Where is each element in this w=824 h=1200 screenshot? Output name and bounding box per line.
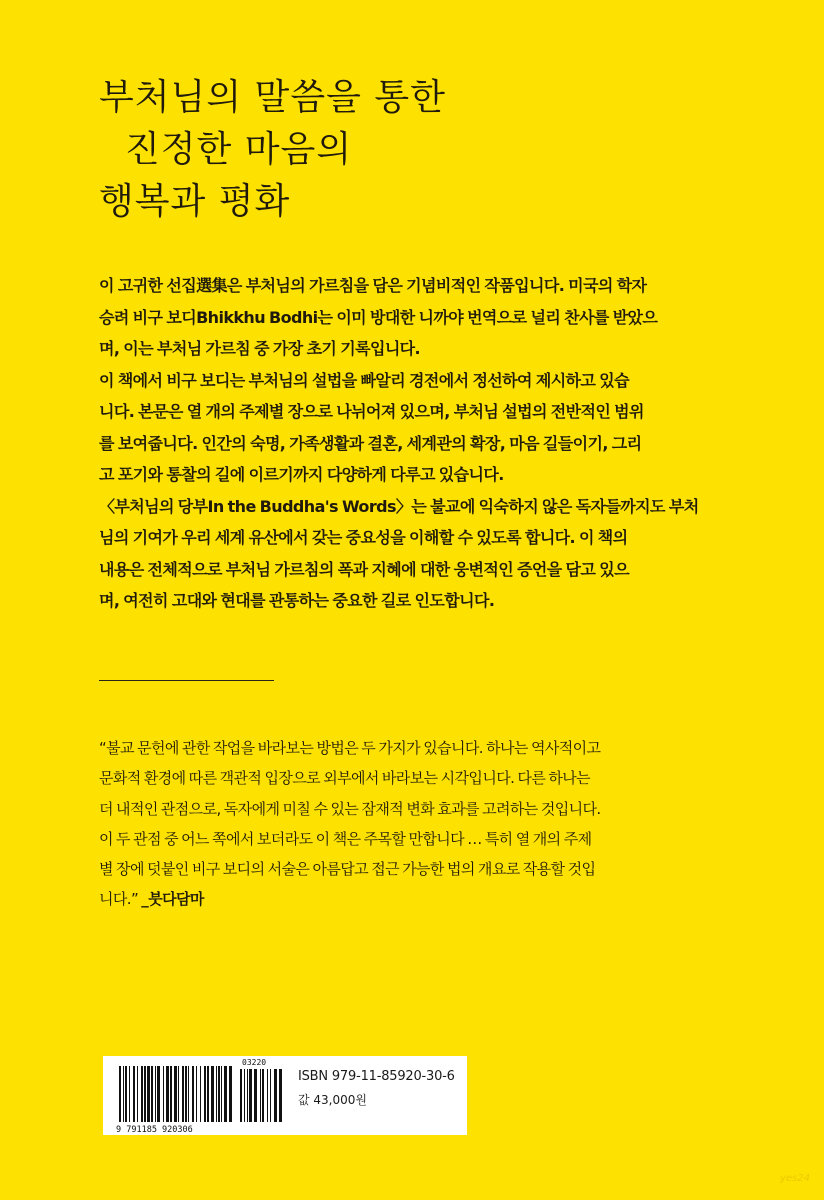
isbn-number: ISBN 979-11-85920-30-6 xyxy=(298,1069,455,1084)
barcode-bar xyxy=(247,1069,248,1122)
intro-line: 며, 여전히 고대와 현대를 관통하는 중요한 길로 인도합니다. xyxy=(99,591,495,610)
barcode-bar xyxy=(125,1066,127,1122)
barcode-bar xyxy=(229,1066,232,1122)
title-line-2: 진정한 마음의 xyxy=(125,129,353,170)
barcode-bar xyxy=(244,1069,245,1122)
quote-line: 이 두 관점 중 어느 쪽에서 보더라도 이 책은 주목할 만합니다 … 특히 열 개의 주제 xyxy=(99,829,592,848)
barcode-bar xyxy=(129,1066,130,1122)
intro-line: 님의 기여가 우리 세계 유산에서 갖는 중요성을 이해할 수 있도록 합니다. 이 책의 xyxy=(99,528,628,547)
barcode-bar xyxy=(137,1066,138,1122)
barcode-graphic xyxy=(103,1056,293,1135)
barcode-bar xyxy=(274,1069,277,1122)
barcode-bar xyxy=(221,1066,222,1122)
barcode-bar xyxy=(144,1066,146,1122)
barcode-bar xyxy=(249,1069,252,1122)
intro-line: 이 책에서 비구 보디는 부처님의 설법을 빠알리 경전에서 정선하여 제시하고 있습 xyxy=(99,370,629,390)
quote-line: 별 장에 덧붙인 비구 보디의 서술은 아름답고 접근 가능한 법의 개요로 작용할 것입 xyxy=(99,860,596,879)
quote-line: “불교 문헌에 관한 작업을 바라보는 방법은 두 가지가 있습니다. 하나는 역사적이고 xyxy=(99,739,601,757)
endorsement-quote xyxy=(99,733,723,915)
barcode-bar xyxy=(178,1066,179,1122)
barcode-bar xyxy=(204,1066,206,1122)
barcode-bar xyxy=(262,1069,264,1122)
barcode-bar xyxy=(240,1069,242,1122)
barcode-bar xyxy=(163,1066,164,1122)
barcode-bar xyxy=(254,1069,257,1122)
watermark: yes24 xyxy=(779,1173,810,1184)
barcode-bar xyxy=(200,1066,201,1122)
quote-last-line xyxy=(99,884,723,914)
barcode-addon-digits: 03220 xyxy=(242,1058,267,1067)
isbn-barcode-panel xyxy=(103,1056,467,1135)
intro-line: 내용은 전체적으로 부처님 가르침의 폭과 지혜에 대한 웅변적인 증언을 담고 있으 xyxy=(99,559,629,579)
barcode-bar xyxy=(133,1066,135,1122)
intro-line: 고 포기와 통찰의 길에 이르기까지 다양하게 다루고 있습니다. xyxy=(99,465,504,484)
barcode-bar xyxy=(192,1066,194,1122)
title-line-3: 행복과 평화 xyxy=(99,181,291,222)
quote-line: 문화적 환경에 따른 객관적 입장으로 외부에서 바라보는 시각입니다. 다른 하나는 xyxy=(99,769,591,788)
barcode-bar xyxy=(279,1069,282,1122)
barcode-bar xyxy=(224,1066,227,1122)
barcode-bar xyxy=(151,1066,153,1122)
barcode-bar xyxy=(185,1066,187,1122)
barcode-bar xyxy=(182,1066,184,1122)
barcode-bar xyxy=(170,1066,172,1122)
barcode-bar xyxy=(270,1069,271,1122)
barcode-bar xyxy=(147,1066,150,1122)
intro-line: 〈부처님의 당부In the Buddha's Words〉는 불교에 익숙하지 않은 독자들까지도 부처 xyxy=(99,496,699,516)
quote-attribution: _붓다담마 xyxy=(141,890,204,909)
intro-paragraph xyxy=(99,270,723,617)
quote-line-end: 니다.” xyxy=(99,890,139,909)
barcode-bar xyxy=(119,1066,121,1122)
barcode-digits: 9 791185 920306 xyxy=(116,1125,193,1135)
barcode-bar xyxy=(207,1066,209,1122)
intro-line: 를 보여줍니다. 인간의 숙명, 가족생활과 결혼, 세계관의 확장, 마음 길들이기, 그리 xyxy=(99,433,642,453)
barcode-bar xyxy=(166,1066,169,1122)
barcode-bar xyxy=(216,1066,217,1122)
title-line-1: 부처님의 말씀을 통한 xyxy=(99,77,446,118)
quote-line: 더 내적인 관점으로, 독자에게 미칠 수 있는 잠재적 변화 효과를 고려하는 것입니다. xyxy=(99,799,601,818)
barcode-bar xyxy=(267,1069,268,1122)
barcode-bar xyxy=(218,1066,220,1122)
price: 값 43,000원 xyxy=(298,1093,367,1107)
barcode-bar xyxy=(196,1066,197,1122)
barcode-bar xyxy=(141,1066,143,1122)
intro-line: 며, 이는 부처님 가르침 중 가장 초기 기록입니다. xyxy=(99,339,421,358)
barcode-bar xyxy=(260,1069,261,1122)
barcode-bar xyxy=(157,1066,160,1122)
intro-line: 승려 비구 보디Bhikkhu Bodhi는 이미 방대한 니까야 번역으로 널리 찬사를 받았으 xyxy=(99,307,658,327)
barcode-bar xyxy=(188,1066,189,1122)
section-divider xyxy=(99,680,274,681)
book-back-title xyxy=(99,72,446,228)
barcode-bar xyxy=(211,1066,214,1122)
barcode-bar xyxy=(123,1066,124,1122)
barcode-bar xyxy=(174,1066,177,1122)
intro-line: 니다. 본문은 열 개의 주제별 장으로 나뉘어져 있으며, 부처님 설법의 전반적인 범위 xyxy=(99,402,644,421)
barcode-bar xyxy=(155,1066,156,1122)
intro-line: 이 고귀한 선집選集은 부처님의 가르침을 담은 기념비적인 작품입니다. 미국의 학자 xyxy=(99,276,647,295)
